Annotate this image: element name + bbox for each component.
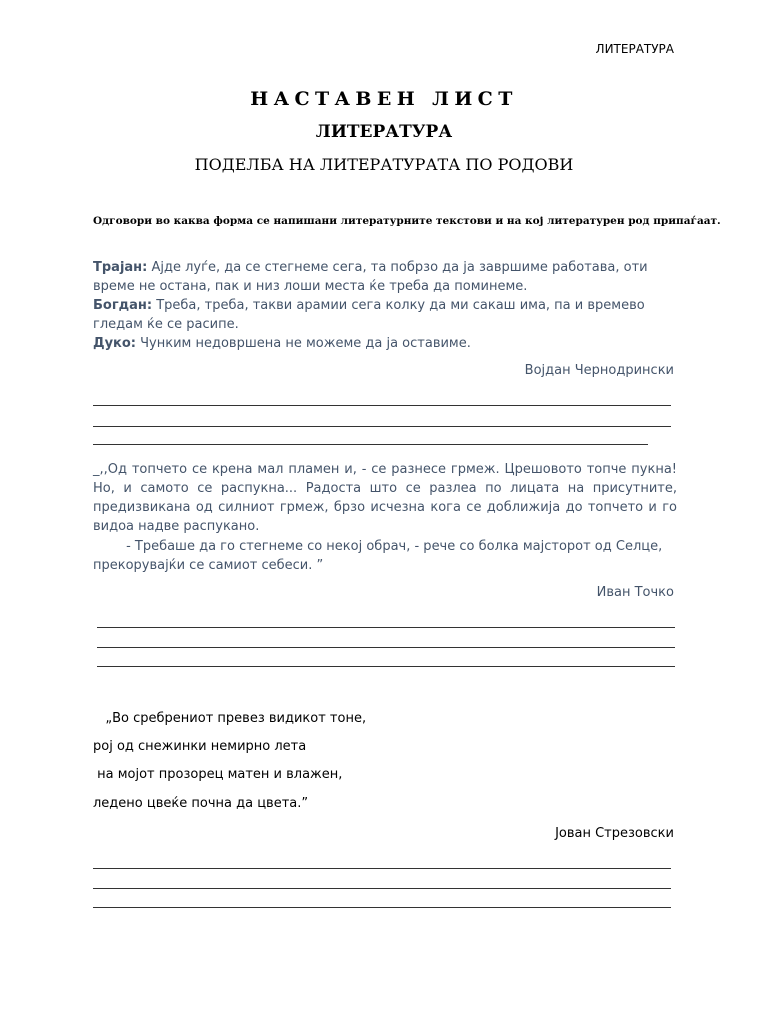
page-header: ЛИТЕРАТУРА	[595, 42, 674, 56]
dialogue-line	[93, 334, 677, 353]
answer-line[interactable]	[97, 627, 675, 628]
answer-line[interactable]	[97, 647, 675, 648]
answer-line[interactable]	[93, 444, 648, 445]
answer-line[interactable]	[93, 405, 671, 406]
excerpt2-author: Иван Точко	[596, 585, 674, 600]
excerpt1-author: Војдан Чернодрински	[524, 363, 674, 378]
prose-paragraph: _,,Од топчето се крена мал пламен и, - се разнесе грмеж. Црешовото топче пукна! Но, и самото се распукна... Радоста што се разлеа по лицата на присутните, предизвикана од силниот грмеж, брзо исчезна кога се доближија до топчето и го видоа надве распукано.	[93, 462, 677, 534]
answer-line[interactable]	[93, 907, 671, 908]
speaker-name: Трајан:	[93, 260, 148, 275]
dialogue-text: Треба, треба, такви арамии сега колку да ми сакаш има, па и времево гледам ќе се расипе.	[93, 298, 645, 332]
answer-line[interactable]	[97, 666, 675, 667]
dialogue-text: Аjде луѓе, да се стегнеме сега, та побрзо да ја завршиме работава, оти време не остана, пак и низ лоши места ќе треба да поминеме.	[93, 260, 648, 294]
answer-line[interactable]	[93, 426, 671, 427]
dialogue-excerpt	[93, 258, 677, 353]
poem-line: на мојот прозорец матен и влажен,	[93, 767, 343, 782]
answer-line[interactable]	[93, 868, 671, 869]
speaker-name: Дуко:	[93, 336, 137, 351]
subject-title: ЛИТЕРАТУРА	[315, 122, 453, 142]
dialogue-line	[93, 296, 677, 334]
poem-line: „Во сребрениот превез видикот тоне,	[93, 711, 367, 726]
prose-paragraph: - Требаше да го стегнеме со некој обрач, - рече со болка мајсторот од Селце, прекорувајќи се самиот себеси. ”	[93, 539, 667, 573]
poem-line: рој од снежинки немирно лета	[93, 739, 307, 754]
topic-title: ПОДЕЛБА НА ЛИТЕРАТУРАТА ПО РОДОВИ	[194, 155, 574, 174]
speaker-name: Богдан:	[93, 298, 153, 313]
answer-line[interactable]	[93, 888, 671, 889]
instruction-text: Одговори во каква форма се напишани литературните текстови и на кој литературен род припаѓаат.	[93, 215, 721, 227]
worksheet-title: НАСТАВЕН ЛИСТ	[250, 88, 518, 110]
excerpt3-author: Јован Стрезовски	[555, 826, 674, 841]
dialogue-line	[93, 258, 677, 296]
poem-line: ледено цвеќе почна да цвета.”	[93, 796, 309, 811]
dialogue-text: Чунким недовршена не можеме да ја оставиме.	[136, 336, 471, 351]
